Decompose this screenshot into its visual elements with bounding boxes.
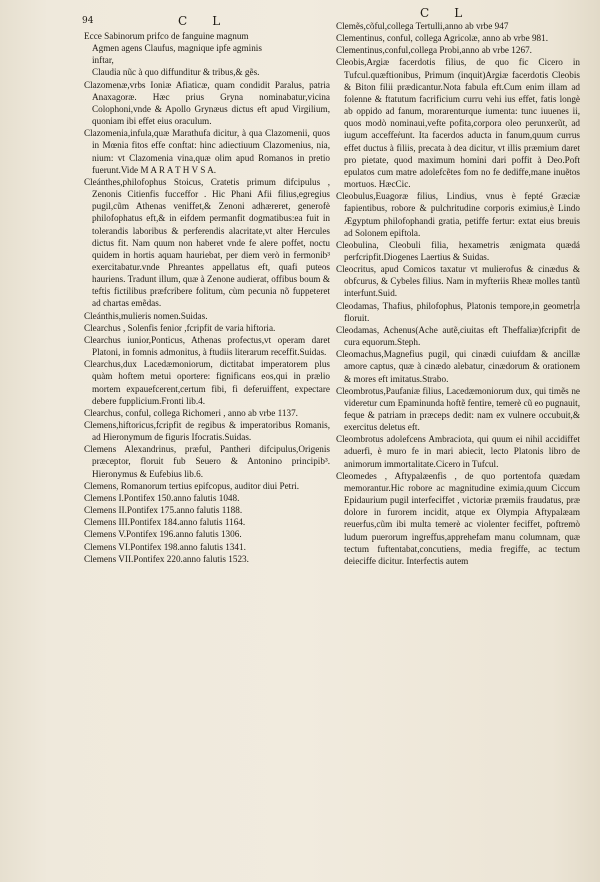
- dictionary-entry: [84, 127, 330, 176]
- page-mark: [574, 300, 581, 310]
- dictionary-entry: [336, 348, 580, 384]
- entry-text: Clemẽs,cõful,collega Tertulli,anno ab vrbe 947: [336, 21, 509, 31]
- dictionary-entry: [84, 407, 330, 419]
- dictionary-entry: [84, 176, 330, 310]
- dictionary-entry: [84, 358, 330, 407]
- entry-text: Clearchus, conful, collega Richomeri , anno ab vrbe 1137.: [84, 407, 298, 418]
- entry-text: Ecce Sabinorum prifco de fanguine magnum Agmen agens Claufus, magnique ipfe agminis inftar, Claudia nũc à quo diffunditur & tribus,& gẽs.: [84, 31, 262, 78]
- dictionary-entry: [336, 32, 580, 44]
- header-letters-right: C L: [420, 6, 464, 20]
- entry-text: Cleomachus,Magnefius pugil, qui cinædi cuiufdam & ancillæ amore captus, quæ à cinædo alebatur, cinædorum & orationem & mores eft imitatus.Strabo.: [336, 349, 580, 384]
- entry-text: Clemens VII.Pontifex 220.anno falutis 1523.: [84, 553, 249, 564]
- dictionary-entry: [336, 20, 580, 32]
- dictionary-entry: [336, 190, 580, 239]
- entry-text: Cleobulus,Euagoræ filius, Lindius, vnus è fepté Græciæ fapientibus, robore & pulchritudine corporis eximius,è Lindo Ægyptum philofophandi gratia, petiffe fertur: extat eius breuis ad Solonem epiftola.: [336, 191, 580, 238]
- header-letters-left: C L: [178, 14, 222, 28]
- entry-text: Cleodamas, Thafius, philofophus, Platonis tempore,in geometria floruit.: [336, 300, 580, 323]
- dictionary-entry: [84, 480, 330, 492]
- entry-text: Cleodamas, Achenus(Ache autẽ,ciuitas eft Theffaliæ)fcripfit de cura equorum.Steph.: [336, 324, 580, 348]
- dictionary-entry: [84, 30, 330, 79]
- entry-text: Clemens, Romanorum tertius epifcopus, auditor diui Petri.: [84, 480, 300, 491]
- left-column: [84, 30, 330, 565]
- entry-text: Clazomenæ,vrbs Ioniæ Afiaticæ, quam condidit Paralus, patria Anaxagoræ. Hæc prius Gryna nominabatur,vicina Colophoni,vnde & Apollo Grynæus dictus eft apud Virgilium, quoniam ibi effet eius oraculum.: [84, 79, 330, 127]
- dictionary-entry: [84, 322, 330, 334]
- dictionary-entry: [84, 334, 330, 358]
- dictionary-entry: [336, 470, 580, 567]
- entry-text: Clemens Alexandrinus, præful, Pantheri difcipulus,Origenis præceptor, floruit fub Seuero & Antonino principib³. Hieronymus & Eufebius lib.6.: [84, 444, 330, 479]
- entry-text: Cleocritus, apud Comicos taxatur vt mulierofus & cinædus & obfcurus, & Cybeles filius. Nam in myfteriis Rheæ molles tantũ interfunt.Suid.: [336, 264, 580, 299]
- entry-text: Clearchus iunior,Ponticus, Athenas profectus,vt operam daret Platoni, in fomnis admonitus, à ftudiis literarum receffit.Suidas.: [84, 334, 330, 358]
- dictionary-entry: [84, 553, 330, 565]
- entry-text: Clemens II.Pontifex 175.anno falutis 1188.: [84, 505, 243, 516]
- entry-text: Clemens,hiftoricus,fcripfit de regibus & imperatoribus Romanis, ad Hieronymum de figuris Ifocratis.Suidas.: [84, 420, 330, 443]
- entry-text: Clazomenia,infula,quæ Marathufa dicitur, à qua Clazomenii, quos in Mœnia fitos effe conftat: hinc adiectiuum Clazomenius, nia, nium: vt Clazomenia vina,quæ olim apud Romanos in pretio fuerunt.Vide M A R A T H V S A.: [84, 128, 330, 175]
- entry-text: Cleombrotus adolefcens Ambraciota, qui quum ei nihil accidiffet aduerfi, è muro fe in mari abiecit, lecto Platonis libro de animorum immortalitate.Cicero in Tufcul.: [336, 434, 580, 469]
- dictionary-entry: [84, 516, 330, 528]
- entry-text: Cleobis,Argiæ facerdotis filius, de quo fic Cicero in Tufcul.quæftionibus, Primum (inquit)Argiæ facerdotis Cleobis & Biton filii prædicantur.Nota fabula eft.Cum enim illam ad folenne & ftatutum facrificium curru vehi ius effet, fatis longè ab oppido ad fanum, morarenturque iumenta: tunc iuuenes ii, quos modò nominaui,vefte pofita,corpora oleo perunxerũt, ad iugum acceffeṙunt. Ita facerdos aducta in fanum,quum currus effet ductus à filiis, precata à dea dicitur, vt illis præmium daret pro pietate, quod maximum homini dari poffit à Deo.Poft epulatos cum matre adolefcẽtes fom no fe dediffe,mane inuẽtos mortuos. HæcCic.: [336, 57, 580, 190]
- dictionary-entry: [336, 324, 580, 348]
- entry-text: Clementinus, conful, collega Agricolæ, anno ab vrbe 981.: [336, 33, 549, 44]
- entry-text: Cleánthis,mulieris nomen.Suidas.: [84, 310, 208, 321]
- dictionary-entry: [84, 492, 330, 504]
- page-number: 94: [82, 16, 94, 26]
- dictionary-entry: [84, 443, 330, 479]
- dictionary-entry: [336, 56, 580, 190]
- dictionary-entry: [336, 433, 580, 469]
- entry-text: Cleánthes,philofophus Stoicus, Cratetis primum difcipulus , Zenonis Citienfis fucceffor . Hic Phani Afii filius,egregius pugil,cũm Athenas veniffet,& Zenoni adhæreret, generofè philofophatus eft,& in eifdem permanfit dogmatibus:ea fuit in tolerandis laboribus & perferendis alacritate,vt alter Hercules dictus fit. Nam quum non haberet vnde fe alere poffet, noctu quidem in hortis aquam hauriebat, per diem verò in fermonib³ exercitabatur.vnde Phreantes appellatus eft, quafi puteos hauriens. Tradunt illum, quæ à Zenone audierat, offibus boum & teftis fictilibus præfcribere folitum, cùm pecunia nõ fuppeteret ad chartas emẽdas.: [84, 176, 330, 309]
- entry-text: Clemens VI.Pontifex 198.anno falutis 1341.: [84, 541, 246, 552]
- dictionary-entry: [336, 263, 580, 299]
- entry-text: Clementinus,conful,collega Probi,anno ab vrbe 1267.: [336, 45, 532, 56]
- entry-text: Cleomedes , Aftypalæenfis , de quo portentofa quædam memorantur.Hic robore ac magnitudine eximia,quum Ciccum Epidaurium pugil interfeciffet , victoriæ præmiis fraudatus, præ dolore in furorem incidit, atque ex Olympia Aftypalæam reuerfus,cũm ibi multa temerè ac violenter feciffet, poftremò ludum puerorum ingreffus,apprehefam manu columnam, quæ tectum fuftentabat,concutiens, media fregiffe, ac tectum deieciffe dicitur. Interfectis autem: [336, 470, 580, 566]
- dictionary-entry: [84, 541, 330, 553]
- dictionary-entry: [84, 528, 330, 540]
- entry-text: Clemens V.Pontifex 196.anno falutis 1306.: [84, 529, 242, 540]
- dictionary-entry: [336, 44, 580, 56]
- right-column: [336, 20, 580, 567]
- entry-text: Clearchus,dux Lacedæmoniorum, dictitabat imperatorem plus quàm hoftem metui oportere: fignificans eos,qui in prælio mortem expauefcerent,certum fibi, fi deferuiffent, expectare debere fupplicium.Fronti lib.4.: [84, 359, 330, 406]
- dictionary-entry: [336, 385, 580, 434]
- entry-text: Clearchus , Solenfis fenior ,fcripfit de varia hiftoria.: [84, 322, 276, 333]
- dictionary-entry: [336, 300, 580, 324]
- dictionary-entry: [84, 419, 330, 443]
- entry-text: Clemens III.Pontifex 184.anno falutis 1164.: [84, 517, 246, 528]
- dictionary-entry: [84, 79, 330, 128]
- entry-text: Cleombrotus,Paufaniæ filius, Lacedæmoniorum dux, qui timẽs ne videretur cum Epaminunda hoftẽ fentire, temerè cũ eo pugnauit, feque & patriam in præceps dedit: nam ex vulnere occubuit,& exercitus deletus eft.: [336, 385, 580, 433]
- dictionary-entry: [336, 239, 580, 263]
- dictionary-entry: [84, 504, 330, 516]
- dictionary-entry: [84, 310, 330, 322]
- entry-text: Cleobulina, Cleobuli filia, hexametris ænigmata quædá perfcripfit.Diogenes Laertius & Suidas.: [336, 239, 580, 262]
- entry-text: Clemens I.Pontifex 150.anno falutis 1048.: [84, 492, 240, 503]
